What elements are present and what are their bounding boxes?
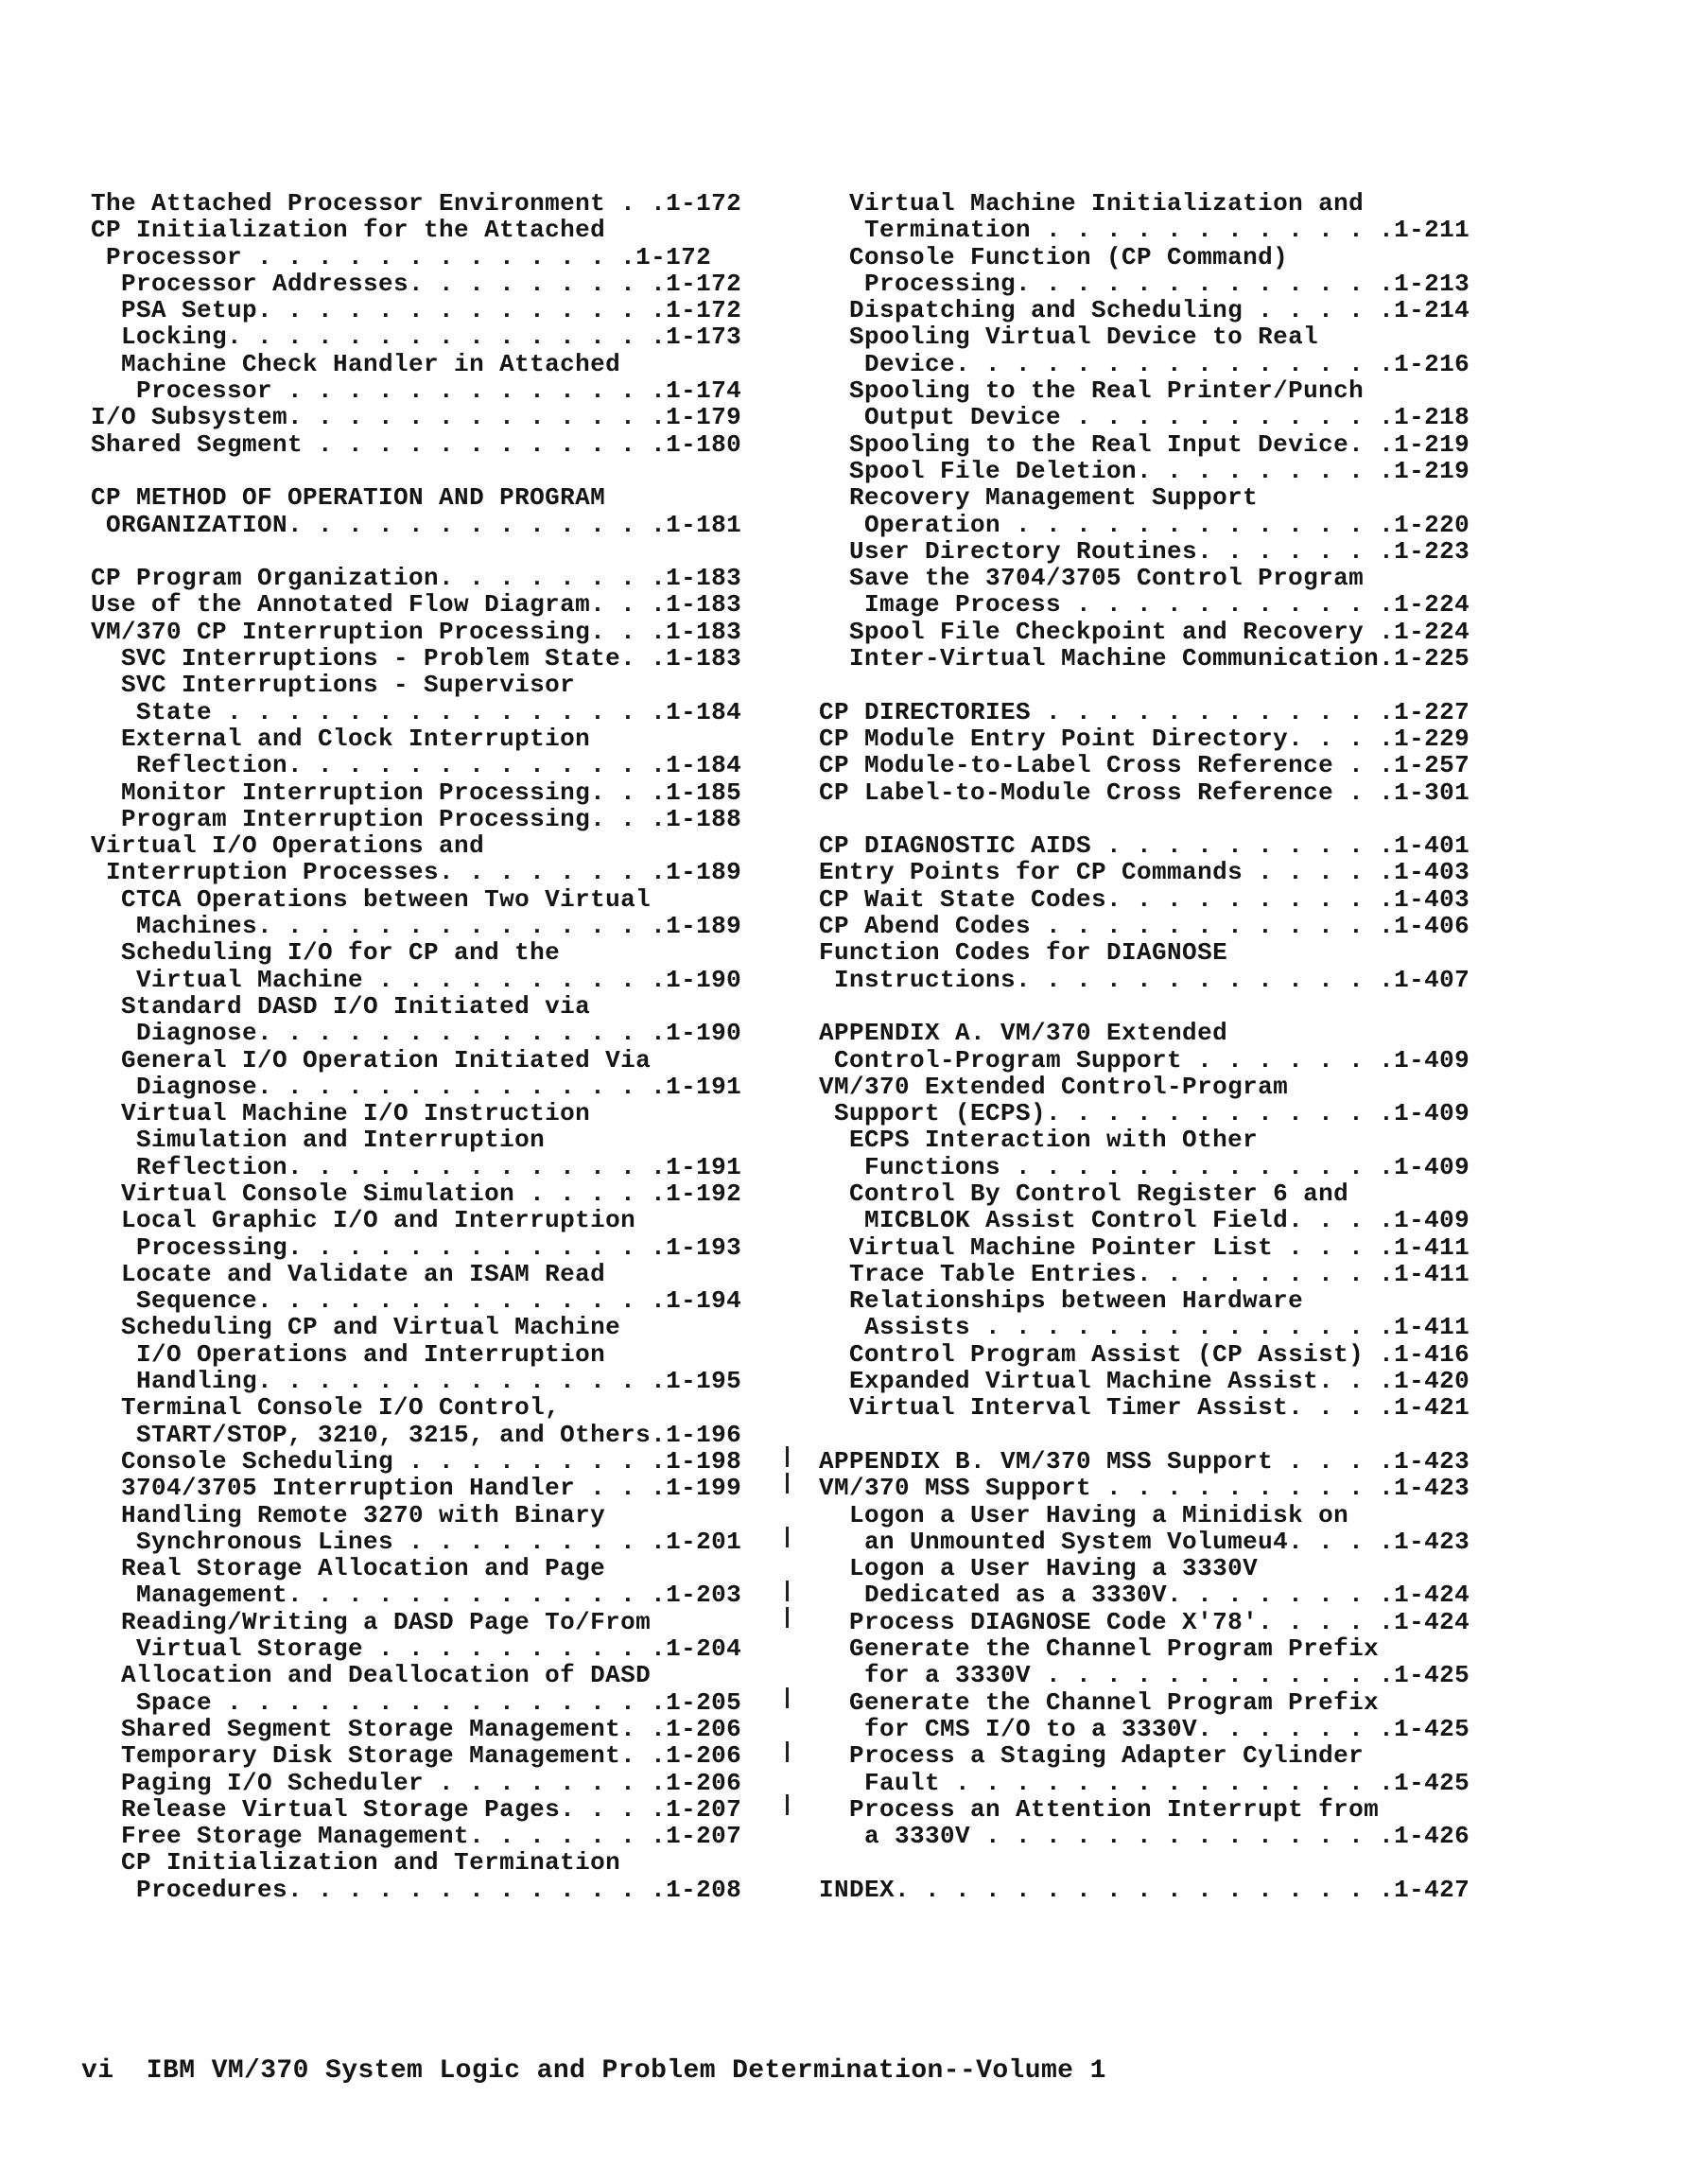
- toc-entry: Locking. . . . . . . . . . . . . . .1-173: [91, 323, 742, 352]
- toc-entry: The Attached Processor Environment . .1-172: [91, 189, 742, 218]
- revision-bar: [786, 1527, 789, 1547]
- toc-entry: Inter-Virtual Machine Communication.1-225: [819, 644, 1470, 673]
- revision-bar: [786, 1687, 789, 1708]
- toc-entry: CTCA Operations between Two Virtual: [91, 884, 652, 914]
- toc-entry: Terminal Console I/O Control,: [91, 1393, 561, 1423]
- toc-entry: Process DIAGNOSE Code X'78'. . . . .1-424: [819, 1607, 1470, 1636]
- toc-spacer: [91, 538, 741, 565]
- toc-entry: 3704/3705 Interruption Handler . . .1-199: [91, 1474, 742, 1503]
- toc-entry: Control-Program Support . . . . . . .1-409: [819, 1045, 1470, 1075]
- toc-entry: State . . . . . . . . . . . . . . .1-184: [91, 697, 742, 726]
- toc-entry: CP Module Entry Point Directory. . . .1-229: [819, 724, 1470, 753]
- toc-entry: CP DIRECTORIES . . . . . . . . . . . .1-227: [819, 697, 1470, 726]
- toc-entry: Generate the Channel Program Prefix: [819, 1687, 1380, 1717]
- toc-entry: Reflection. . . . . . . . . . . . .1-191: [91, 1152, 742, 1181]
- toc-entry: a 3330V . . . . . . . . . . . . . .1-426: [819, 1822, 1470, 1851]
- revision-bar: [786, 1741, 789, 1762]
- revision-bar: [786, 1581, 789, 1601]
- toc-entry: Diagnose. . . . . . . . . . . . . .1-190: [91, 1019, 742, 1048]
- toc-entry: Virtual Machine I/O Instruction: [91, 1099, 591, 1128]
- toc-entry: Free Storage Management. . . . . . .1-207: [91, 1822, 742, 1851]
- toc-entry: I/O Subsystem. . . . . . . . . . . . .1-179: [91, 403, 742, 432]
- toc-entry: CP DIAGNOSTIC AIDS . . . . . . . . . .1-401: [819, 831, 1470, 861]
- toc-entry: Process a Staging Adapter Cylinder: [819, 1741, 1365, 1771]
- toc-entry: Recovery Management Support: [819, 483, 1259, 513]
- toc-entry: Process an Attention Interrupt from: [819, 1794, 1380, 1824]
- toc-entry: Virtual Storage . . . . . . . . . .1-204: [91, 1634, 742, 1664]
- toc-entry: SVC Interruptions - Problem State. .1-183: [91, 644, 742, 673]
- toc-entry: Save the 3704/3705 Control Program: [819, 564, 1365, 593]
- toc-entry: Reading/Writing a DASD Page To/From: [91, 1607, 652, 1636]
- toc-entry: Interruption Processes. . . . . . . .1-189: [91, 858, 742, 887]
- toc-entry: Support (ECPS). . . . . . . . . . . .1-409: [819, 1099, 1470, 1128]
- toc-entry: Virtual Machine . . . . . . . . . .1-190: [91, 965, 742, 994]
- toc-entry: INDEX. . . . . . . . . . . . . . . . .1-427: [819, 1875, 1470, 1904]
- toc-entry: Shared Segment . . . . . . . . . . . .1-180: [91, 429, 742, 459]
- toc-spacer: [819, 806, 1470, 832]
- toc-entry: VM/370 MSS Support . . . . . . . . . .1-423: [819, 1474, 1470, 1503]
- toc-entry: Entry Points for CP Commands . . . . .1-403: [819, 858, 1470, 887]
- revision-bar: [786, 1473, 789, 1494]
- toc-entry: Image Process . . . . . . . . . . .1-224: [819, 590, 1470, 620]
- toc-entry: for CMS I/O to a 3330V. . . . . . .1-425: [819, 1714, 1470, 1743]
- toc-entry: Space . . . . . . . . . . . . . . .1-205: [91, 1687, 742, 1717]
- toc-entry: Monitor Interruption Processing. . .1-185: [91, 778, 742, 807]
- toc-entry: Handling Remote 3270 with Binary: [91, 1500, 606, 1529]
- toc-entry: CP Initialization and Termination: [91, 1848, 621, 1878]
- toc-entry: Handling. . . . . . . . . . . . . .1-195: [91, 1367, 742, 1396]
- toc-entry: Machines. . . . . . . . . . . . . .1-189: [91, 912, 742, 941]
- toc-entry: APPENDIX A. VM/370 Extended: [819, 1019, 1228, 1048]
- toc-entry: for a 3330V . . . . . . . . . . . .1-425: [819, 1661, 1470, 1690]
- revision-bar: [786, 1446, 789, 1467]
- toc-entry: ORGANIZATION. . . . . . . . . . . . .1-181: [91, 510, 742, 539]
- toc-entry: I/O Operations and Interruption: [91, 1339, 606, 1369]
- revision-bar: [786, 1607, 789, 1628]
- toc-entry: Functions . . . . . . . . . . . . .1-409: [819, 1152, 1470, 1181]
- toc-entry: Scheduling I/O for CP and the: [91, 938, 561, 968]
- toc-entry: SVC Interruptions - Supervisor: [91, 671, 576, 700]
- toc-entry: Scheduling CP and Virtual Machine: [91, 1313, 621, 1342]
- toc-entry: Processor Addresses. . . . . . . . .1-172: [91, 269, 742, 298]
- toc-entry: Management. . . . . . . . . . . . .1-203: [91, 1581, 742, 1610]
- page-footer: vi IBM VM/370 System Logic and Problem Determination--Volume 1: [81, 2056, 1106, 2086]
- toc-entry: APPENDIX B. VM/370 MSS Support . . . .1-423: [819, 1446, 1470, 1476]
- toc-entry: Logon a User Having a Minidisk on: [819, 1500, 1349, 1529]
- toc-entry: Temporary Disk Storage Management. .1-206: [91, 1741, 742, 1771]
- toc-entry: Paging I/O Scheduler . . . . . . . .1-206: [91, 1768, 742, 1797]
- toc-entry: VM/370 CP Interruption Processing. . .1-183: [91, 617, 742, 646]
- toc-entry: Processing. . . . . . . . . . . . .1-213: [819, 269, 1470, 298]
- toc-entry: Spool File Checkpoint and Recovery .1-224: [819, 617, 1470, 646]
- toc-entry: CP Module-to-Label Cross Reference . .1-257: [819, 751, 1470, 780]
- toc-entry: Spooling to the Real Input Device. .1-219: [819, 429, 1470, 459]
- toc-entry: User Directory Routines. . . . . . .1-223: [819, 536, 1470, 566]
- toc-entry: Machine Check Handler in Attached: [91, 349, 621, 378]
- toc-entry: Virtual I/O Operations and: [91, 831, 485, 861]
- toc-entry: Diagnose. . . . . . . . . . . . . .1-191: [91, 1072, 742, 1101]
- toc-entry: Assists . . . . . . . . . . . . . .1-411: [819, 1313, 1470, 1342]
- toc-entry: Local Graphic I/O and Interruption: [91, 1206, 636, 1235]
- revision-bar: [786, 1794, 789, 1815]
- toc-entry: VM/370 Extended Control-Program: [819, 1072, 1289, 1101]
- toc-entry: Spool File Deletion. . . . . . . . .1-219: [819, 456, 1470, 485]
- toc-entry: Trace Table Entries. . . . . . . . .1-411: [819, 1259, 1470, 1288]
- toc-entry: Dispatching and Scheduling . . . . .1-214: [819, 296, 1470, 325]
- toc-entry: Spooling to the Real Printer/Punch: [819, 376, 1365, 406]
- toc-right-column: [819, 190, 1470, 1903]
- toc-entry: External and Clock Interruption: [91, 724, 591, 753]
- toc-entry: Operation . . . . . . . . . . . . .1-220: [819, 510, 1470, 539]
- toc-entry: Synchronous Lines . . . . . . . . .1-201: [91, 1527, 742, 1556]
- toc-entry: CP Program Organization. . . . . . . .1-183: [91, 564, 742, 593]
- toc-entry: Reflection. . . . . . . . . . . . .1-184: [91, 751, 742, 780]
- toc-entry: CP Wait State Codes. . . . . . . . . .1-403: [819, 884, 1470, 914]
- toc-spacer: [819, 1849, 1470, 1876]
- toc-entry: Standard DASD I/O Initiated via: [91, 991, 591, 1021]
- toc-entry: Virtual Machine Pointer List . . . .1-411: [819, 1232, 1470, 1262]
- toc-entry: Output Device . . . . . . . . . . .1-218: [819, 403, 1470, 432]
- toc-entry: Relationships between Hardware: [819, 1286, 1304, 1316]
- toc-entry: Dedicated as a 3330V. . . . . . . .1-424: [819, 1581, 1470, 1610]
- toc-entry: Real Storage Allocation and Page: [91, 1554, 606, 1583]
- toc-entry: Logon a User Having a 3330V: [819, 1554, 1259, 1583]
- toc-spacer: [819, 1422, 1470, 1448]
- toc-entry: ECPS Interaction with Other: [819, 1126, 1259, 1155]
- toc-entry: Console Function (CP Command): [819, 242, 1289, 271]
- toc-entry: Simulation and Interruption: [91, 1126, 546, 1155]
- toc-entry: Fault . . . . . . . . . . . . . . .1-425: [819, 1768, 1470, 1797]
- toc-entry: Processor . . . . . . . . . . . . .1-172: [91, 242, 712, 271]
- toc-spacer: [819, 672, 1470, 698]
- toc-entry: CP METHOD OF OPERATION AND PROGRAM: [91, 483, 606, 513]
- toc-entry: Virtual Console Simulation . . . . .1-192: [91, 1179, 742, 1208]
- toc-entry: CP Abend Codes . . . . . . . . . . . .1-406: [819, 912, 1470, 941]
- toc-entry: Program Interruption Processing. . .1-188: [91, 804, 742, 833]
- toc-entry: Virtual Machine Initialization and: [819, 189, 1365, 218]
- toc-left-column: [91, 190, 741, 1903]
- toc-entry: Expanded Virtual Machine Assist. . .1-420: [819, 1367, 1470, 1396]
- toc-entry: MICBLOK Assist Control Field. . . .1-409: [819, 1206, 1470, 1235]
- toc-entry: Locate and Validate an ISAM Read: [91, 1259, 606, 1288]
- toc-entry: Procedures. . . . . . . . . . . . .1-208: [91, 1875, 742, 1904]
- toc-entry: an Unmounted System Volumeu4. . . .1-423: [819, 1527, 1470, 1556]
- toc-entry: Device. . . . . . . . . . . . . . .1-216: [819, 349, 1470, 378]
- toc-entry: Control By Control Register 6 and: [819, 1179, 1349, 1208]
- toc-entry: Shared Segment Storage Management. .1-206: [91, 1714, 742, 1743]
- toc-entry: PSA Setup. . . . . . . . . . . . . .1-172: [91, 296, 742, 325]
- toc-entry: General I/O Operation Initiated Via: [91, 1045, 652, 1075]
- toc-entry: Instructions. . . . . . . . . . . . .1-407: [819, 965, 1470, 994]
- toc-entry: Control Program Assist (CP Assist) .1-416: [819, 1339, 1470, 1369]
- toc-entry: START/STOP, 3210, 3215, and Others.1-196: [91, 1420, 742, 1449]
- toc-entry: Allocation and Deallocation of DASD: [91, 1661, 652, 1690]
- toc-entry: Virtual Interval Timer Assist. . . .1-421: [819, 1393, 1470, 1423]
- toc-entry: CP Initialization for the Attached: [91, 216, 606, 245]
- toc-entry: Console Scheduling . . . . . . . . .1-198: [91, 1446, 742, 1476]
- toc-entry: Sequence. . . . . . . . . . . . . .1-194: [91, 1286, 742, 1316]
- toc-entry: Generate the Channel Program Prefix: [819, 1634, 1380, 1664]
- toc-entry: Termination . . . . . . . . . . . .1-211: [819, 216, 1470, 245]
- toc-entry: Use of the Annotated Flow Diagram. . .1-183: [91, 590, 742, 620]
- toc-entry: CP Label-to-Module Cross Reference . .1-301: [819, 778, 1470, 807]
- toc-spacer: [819, 993, 1470, 1020]
- toc-spacer: [91, 458, 741, 484]
- toc-entry: Release Virtual Storage Pages. . . .1-207: [91, 1794, 742, 1824]
- toc-entry: Processor . . . . . . . . . . . . .1-174: [91, 376, 742, 406]
- toc-entry: Spooling Virtual Device to Real: [819, 323, 1319, 352]
- toc-entry: Processing. . . . . . . . . . . . .1-193: [91, 1232, 742, 1262]
- toc-entry: Function Codes for DIAGNOSE: [819, 938, 1228, 968]
